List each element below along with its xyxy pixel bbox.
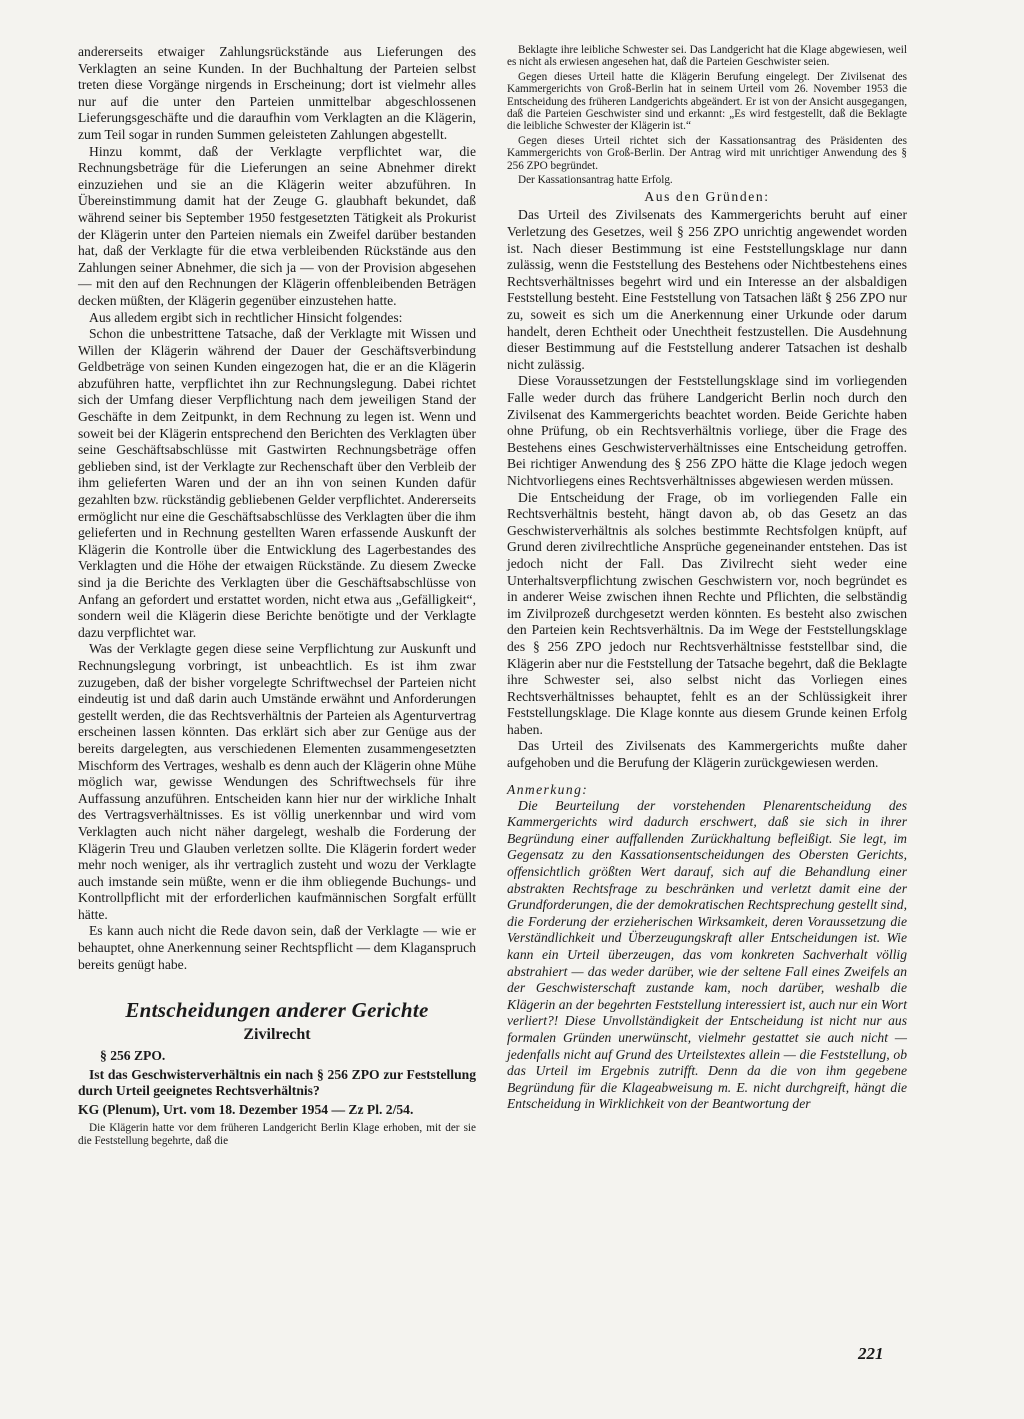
body-paragraph: Das Urteil des Zivilsenats des Kammergerichts beruht auf einer Verletzung des Gesetzes, weil § 256 ZPO unrichtig angewendet worden ist. Nach dieser Bestimmung ist eine Feststellungsklage nur dann zulässig, wenn die Feststellung des Bestehens oder Nichtbestehens eines Rechtsverhältnisses begehrt wird und ein Interesse an der alsbaldigen Feststellung besteht. Eine Feststellung von Tatsachen läßt § 256 ZPO nur zu, soweit es sich um die Anerkennung einer Urkunde oder darum handelt, deren Echtheit oder Unechtheit festzustellen. Die Ausdehnung dieser Bestimmung auf die Feststellung anderer Tatsachen ist deshalb nicht zulässig. bbox=[507, 207, 907, 372]
right-column bbox=[507, 44, 907, 1113]
section-title: Entscheidungen anderer Gerichte bbox=[125, 998, 429, 1023]
body-paragraph: Schon die unbestrittene Tatsache, daß der Verklagte mit Wissen und Willen der Klägerin während der Dauer der Geschäftsverbindung Geldbeträge von seinen Kunden eingezogen hat, die er an die Klägerin abzuführen hatte, verpflichtet ihn zur Rechnungslegung. Dabei richtet sich der Umfang dieser Verpflichtung nach dem jeweiligen Stand der Geschäfte in dem Zeitpunkt, in dem Rechnung zu legen ist. Wenn und soweit bei der Klägerin entsprechend den Berichten des Verklagten über seine Geschäftsabschlüsse mit Gastwirten Rechnungsbeträge offen geblieben sind, ist der Verklagte zur Rechenschaft über den Verbleib der ihm gelieferten Waren und der an ihn von seinen Kunden dafür gezahlten bzw. rückständig gebliebenen Gelder verpflichtet. Andererseits ermöglicht nur eine die Geschäftsabschlüsse des Verklagten über die ihm gelieferten und in Rechnung gestellten Waren erfassende Auskunft der Klägerin die Kontrolle über die Entwicklung des Lagerbestandes des Verklagten und die Höhe der etwaigen Rückstände. Zu diesem Zwecke sind ja die Berichte des Verklagten über die Geschäftsabschlüsse von Anfang an gefordert und erstattet worden, nicht etwa aus „Gefälligkeit“, sondern weil die Klägerin diese Berichte benötigte und der Verklagte dazu verpflichtet war. bbox=[78, 326, 476, 640]
body-paragraph: Hinzu kommt, daß der Verklagte verpflichtet war, die Rechnungsbeträge für die Lieferungen an seine Abnehmer direkt einzuziehen und sie an die Klägerin weiter abzuführen. In Übereinstimmung damit hat der Zeuge G. glaubhaft bekundet, daß während seiner bis September 1950 festgesetzten Tätigkeit als Prokurist der Klägerin unter den Parteien niemals ein Zweifel darüber bestanden hat, daß der Verklagte für die etwa verbleibenden Rückstände aus den Zahlungen seiner Abnehmer, die sich ja — von der Provision abgesehen — mit den auf den Rechnungen der Klägerin offenbleibenden Beträgen decken müßten, der Klägerin gegenüber einzustehen hatte. bbox=[78, 143, 476, 308]
body-paragraph: Das Urteil des Zivilsenats des Kammergerichts mußte daher aufgehoben und die Berufung der Klägerin zurückgewiesen werden. bbox=[507, 738, 907, 771]
paragraph-reference: § 256 ZPO. bbox=[100, 1048, 166, 1064]
body-paragraph: Aus alledem ergibt sich in rechtlicher Hinsicht folgendes: bbox=[89, 309, 403, 325]
summary-paragraph: Beklagte ihre leibliche Schwester sei. Das Landgericht hat die Klage abgewiesen, weil es nicht als erwiesen angesehen hat, daß die Parteien Geschwister seien. bbox=[507, 44, 907, 69]
case-summary: Die Klägerin hatte vor dem früheren Landgericht Berlin Klage erhoben, mit der sie die Feststellung begehrte, daß die bbox=[78, 1122, 476, 1147]
case-summary-block bbox=[507, 44, 907, 186]
body-paragraph: Diese Voraussetzungen der Feststellungsklage sind im vorliegenden Falle weder durch das frühere Landgericht Berlin noch durch den Zivilsenat des Kammergerichts beachtet worden. Beide Gerichte haben ohne Prüfung, ob ein Rechtsverhältnis vorliege, über die Frage des Bestehens eines Geschwisterverhältnisses eine Entscheidung getroffen. Bei richtiger Anwendung des § 256 ZPO hätte die Klage jedoch wegen Nichtvorliegens eines Rechtsverhältnisses abgewiesen werden müssen. bbox=[507, 373, 907, 488]
body-paragraph: Was der Verklagte gegen diese seine Verpflichtung zur Auskunft und Rechnungslegung vorbringt, ist unbeachtlich. Es ist ihm zwar zuzugeben, daß der bisher vorgelegte Schriftwechsel der Parteien nicht eindeutig ist und daß darin auch Umstände erwähnt und Anforderungen gestellt werden, die das Rechtsverhältnis der Parteien als Agenturvertrag erscheinen lassen könnten. Das erklärt sich aber zur Genüge aus der bereits dargelegten, aus verschiedenen Elementen zusammengesetzten Mischform des Vertrages, weshalb es denn auch der Klägerin ohne Mühe möglich war, gewisse Wendungen des Schriftwechsels für ihre Auffassung anzuführen. Entscheiden kann hier nur der wirkliche Inhalt des Vertragsverhältnisses. Es ist völlig unerkennbar und wird vom Verklagten auch nicht näher dargelegt, weshalb die Forderung der Klägerin Treu und Glauben verletzen sollte. Die Klägerin fordert weder mehr noch weniger, als ihr vertraglich zusteht und wozu der Verklagte auch imstande sein müßte, wenn er die ihm obliegende Buchungs- und Kontrollpflicht mit der erforderlichen kaufmännischen Sorgfalt erfüllt hätte. bbox=[78, 641, 477, 922]
summary-paragraph: Gegen dieses Urteil richtet sich der Kassationsantrag des Präsidenten des Kammergerichts von Groß-Berlin. Der Antrag wird mit unrichtiger Anwendung des § 256 ZPO begründet. bbox=[507, 134, 907, 172]
annotation-label: Anmerkung: bbox=[507, 781, 589, 797]
body-paragraph: Die Entscheidung der Frage, ob im vorliegenden Falle ein Rechtsverhältnis besteht, hängt davon ab, ob das Gesetz an das Geschwisterverhältnis als solches bestimmte Rechtsfolgen knüpft, auf Grund deren zivilrechtliche Ansprüche gegeneinander entstehen. Das ist jedoch nicht der Fall. Das Zivilrecht sieht weder eine Unterhaltsverpflichtung zwischen Geschwistern vor, noch begründet es in anderer Weise zwischen ihnen Rechte und Pflichten, die selbständig im Zivilprozeß durchgesetzt werden könnten. Es besteht also zwischen den Parteien kein Rechtsverhältnis. Da im Wege der Feststellungsklage des § 256 ZPO jedoch nur Rechtsverhältnisse feststellbar sind, die Klägerin aber nur die Feststellung der Tatsache begehrt, daß die Beklagte ihre Schwester sei, also selbst nicht das Vorliegen eines Rechtsverhältnisses behauptet, fehlt es an der Schlüssigkeit ihrer Feststellungsklage. Die Klage konnte aus diesem Grunde keinen Erfolg haben. bbox=[507, 489, 907, 737]
annotation-text: Die Beurteilung der vorstehenden Plenarentscheidung des Kammergerichts wird dadurch erschwert, daß sie sich in ihrer Begründung einer auffallenden Zurückhaltung befleißigt. Sie legt, im Gegensatz zu den Kassationsentscheidungen des Obersten Gerichts, offensichtlich größten Wert darauf, sich auf die Behandlung einer abstrakten Rechtsfrage zu beschränken und verletzt damit eine der Grundforderungen, die der demokratischen Rechtsprechung gestellt sind, die Forderung der erzieherischen Wirksamkeit, deren Voraussetzung die Verständlichkeit und Überzeugungskraft aller Entscheidungen ist. Wie kann ein Urteil überzeugen, das vom konkreten Sachverhalt völlig abstrahiert — das weder darüber, wie der seltene Fall eines Zweifels an der Geschwisterschaft zustande kam, noch darüber, weshalb die Klägerin an der begehrten Feststellung interessiert ist, auch nur ein Wort verliert?! Diese Unvollständigkeit der Entscheidung ist nicht nur aus formalen Gründen unerwünscht, vielmehr gestattet sie auch nicht — jedenfalls nicht auf Grund des Urteilstextes allein — die Feststellung, ob das Urteil im Ergebnis zutrifft. Denn da die von ihm gegebene Begründung für die Klageabweisung m. E. nicht durchgreift, hängt die Entscheidung in Wirklichkeit von der Beantwortung der bbox=[507, 797, 907, 1112]
body-paragraph: andererseits etwaiger Zahlungsrückstände aus Lieferungen des Verklagten an seine Kunden. In der Buchhaltung der Parteien selbst treten diese Vorgänge nirgends in Erscheinung; dort ist vielmehr alles nur auf die unter den Parteien unmittelbar abgeschlossenen Lieferungsgeschäfte und die daraufhin vom Verklagten an die Klägerin, zum Teil sogar in runden Summen geleisteten Zahlungen abgestellt. bbox=[78, 44, 476, 142]
page-number: 221 bbox=[858, 1344, 884, 1363]
reasons-heading: Aus den Gründen: bbox=[644, 189, 770, 205]
case-citation: KG (Plenum), Urt. vom 18. Dezember 1954 — Zz Pl. 2/54. bbox=[78, 1102, 414, 1118]
legal-question: Ist das Geschwisterverhältnis ein nach § 256 ZPO zur Feststellung durch Urteil geeignetes Rechtsverhältnis? bbox=[78, 1067, 476, 1098]
section-subtitle: Zivilrecht bbox=[243, 1026, 311, 1044]
body-paragraph: Es kann auch nicht die Rede davon sein, daß der Verklagte — wie er behauptet, ohne Anerkennung seiner Rechtspflicht — dem Klaganspruch bereits genügt habe. bbox=[78, 923, 476, 972]
summary-paragraph: Der Kassationsantrag hatte Erfolg. bbox=[518, 174, 673, 187]
summary-paragraph: Gegen dieses Urteil hatte die Klägerin Berufung eingelegt. Der Zivilsenat des Kammergerichts von Groß-Berlin hat in seinem Urteil vom 26. November 1953 die Entscheidung des früheren Landgerichts abgeändert. Er ist von der Ansicht ausgegangen, daß die Parteien Geschwister sind und erkannt: „Es wird festgestellt, daß die Beklagte die leibliche Schwester der Klägerin ist.“ bbox=[507, 70, 907, 133]
left-column bbox=[78, 44, 476, 1149]
